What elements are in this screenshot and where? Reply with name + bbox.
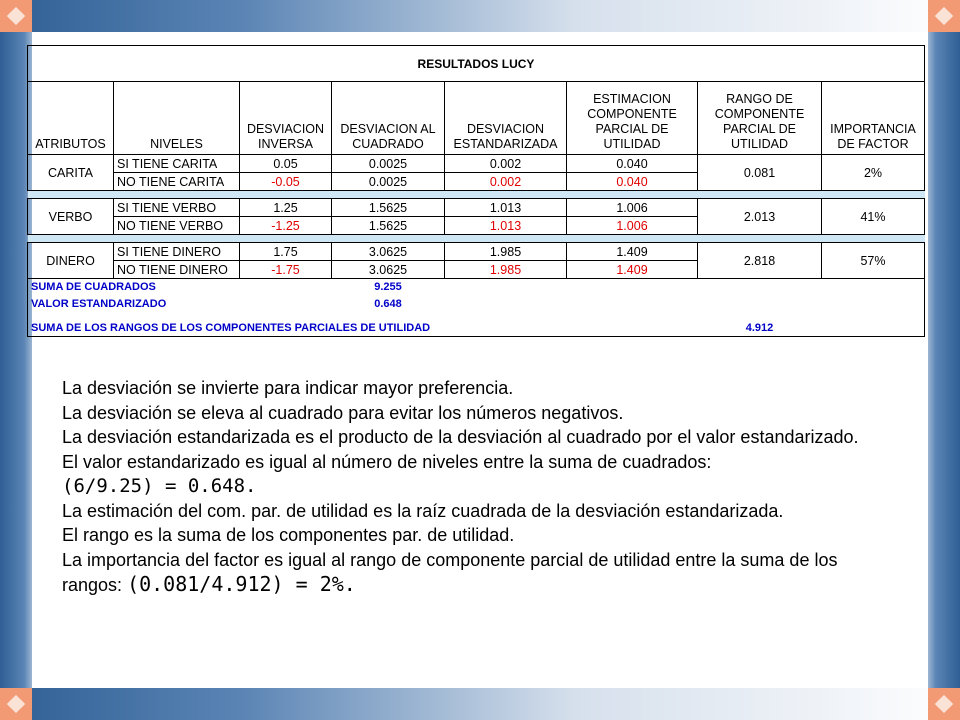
results-table [27, 45, 925, 337]
corner-ornament-icon [0, 0, 32, 32]
bottom-decor-bar [0, 688, 960, 720]
row-separator [28, 191, 925, 199]
estimate-cell: 1.006 [567, 217, 698, 235]
table-row [28, 155, 925, 173]
table-row [28, 199, 925, 217]
note-line: La desviación se invierte para indicar mayor preferencia. [62, 378, 514, 398]
level-cell: SI TIENE DINERO [114, 243, 240, 261]
summary-row [28, 296, 925, 313]
range-cell: 0.081 [698, 155, 822, 191]
corner-ornament-icon [928, 0, 960, 32]
inverse-cell: 1.75 [240, 243, 332, 261]
header-desviacion-estandarizada: DESVIACION ESTANDARIZADA [445, 82, 567, 155]
inverse-cell: -1.25 [240, 217, 332, 235]
note-line: La importancia del factor es igual al rango de componente parcial de utilidad entre la suma de los rangos: (0.081/4.912) = 2%. [62, 549, 838, 596]
level-cell: NO TIENE DINERO [114, 261, 240, 279]
note-line: La desviación se eleva al cuadrado para evitar los números negativos. [62, 402, 624, 423]
header-desviacion-cuadrado: DESVIACION AL CUADRADO [332, 82, 445, 155]
squared-cell: 0.0025 [332, 173, 445, 191]
note-line: El rango es la suma de los componentes par. de utilidad. [62, 525, 515, 545]
squared-cell: 0.0025 [332, 155, 445, 173]
sum-ranges-label: SUMA DE LOS RANGOS DE LOS COMPONENTES PARCIALES DE UTILIDAD [28, 313, 698, 337]
sum-ranges-value: 4.912 [698, 313, 822, 337]
range-cell: 2.013 [698, 199, 822, 235]
squared-cell: 1.5625 [332, 217, 445, 235]
inverse-cell: -1.75 [240, 261, 332, 279]
importance-cell: 41% [822, 199, 925, 235]
squared-cell: 3.0625 [332, 261, 445, 279]
inverse-cell: -0.05 [240, 173, 332, 191]
corner-ornament-icon [928, 688, 960, 720]
formula-importance: (0.081/4.912) = 2%. [127, 572, 356, 596]
header-importancia: IMPORTANCIA DE FACTOR [822, 82, 925, 155]
level-cell: NO TIENE VERBO [114, 217, 240, 235]
estimate-cell: 1.409 [567, 243, 698, 261]
summary-row [28, 313, 925, 337]
note-formula [62, 474, 882, 499]
table-row [28, 243, 925, 261]
sum-squares-label: SUMA DE CUADRADOS [28, 279, 332, 296]
table-title-row [28, 46, 925, 82]
estimate-cell: 0.040 [567, 173, 698, 191]
estimate-cell: 1.409 [567, 261, 698, 279]
corner-ornament-icon [0, 688, 32, 720]
range-cell: 2.818 [698, 243, 822, 279]
inverse-cell: 0.05 [240, 155, 332, 173]
inverse-cell: 1.25 [240, 199, 332, 217]
importance-cell: 2% [822, 155, 925, 191]
attribute-cell: CARITA [28, 155, 114, 191]
standardized-value: 0.648 [374, 298, 402, 310]
squared-cell: 3.0625 [332, 243, 445, 261]
header-atributos: ATRIBUTOS [28, 82, 114, 155]
header-niveles: NIVELES [114, 82, 240, 155]
squared-cell: 1.5625 [332, 199, 445, 217]
table-title: RESULTADOS LUCY [28, 46, 925, 82]
standardized-cell: 1.013 [445, 217, 567, 235]
explanation-notes [62, 376, 882, 598]
attribute-cell: DINERO [28, 243, 114, 279]
summary-row [28, 279, 925, 296]
standardized-cell: 1.985 [445, 243, 567, 261]
note-line: La desviación estandarizada es el producto de la desviación al cuadrado por el valor estandarizado. [62, 427, 859, 447]
estimate-cell: 1.006 [567, 199, 698, 217]
standardized-cell: 0.002 [445, 173, 567, 191]
header-estimacion: ESTIMACION COMPONENTE PARCIAL DE UTILIDAD [567, 82, 698, 155]
table-header-row [28, 82, 925, 155]
estimate-cell: 0.040 [567, 155, 698, 173]
header-rango: RANGO DE COMPONENTE PARCIAL DE UTILIDAD [698, 82, 822, 155]
formula-standardized: (6/9.25) = 0.648. [62, 475, 257, 497]
standardized-cell: 1.985 [445, 261, 567, 279]
attribute-cell: VERBO [28, 199, 114, 235]
standardized-cell: 1.013 [445, 199, 567, 217]
sum-squares-value: 9.255 [332, 279, 445, 296]
importance-cell: 57% [822, 243, 925, 279]
header-desviacion-inversa: DESVIACION INVERSA [240, 82, 332, 155]
standardized-cell: 0.002 [445, 155, 567, 173]
top-decor-bar [0, 0, 960, 32]
note-line: La estimación del com. par. de utilidad es la raíz cuadrada de la desviación estandarizada. [62, 500, 784, 521]
standardized-value-label: VALOR ESTANDARIZADO [28, 296, 332, 313]
note-line: El valor estandarizado es igual al número de niveles entre la suma de cuadrados: [62, 451, 712, 472]
level-cell: SI TIENE VERBO [114, 199, 240, 217]
row-separator [28, 235, 925, 243]
level-cell: NO TIENE CARITA [114, 173, 240, 191]
level-cell: SI TIENE CARITA [114, 155, 240, 173]
